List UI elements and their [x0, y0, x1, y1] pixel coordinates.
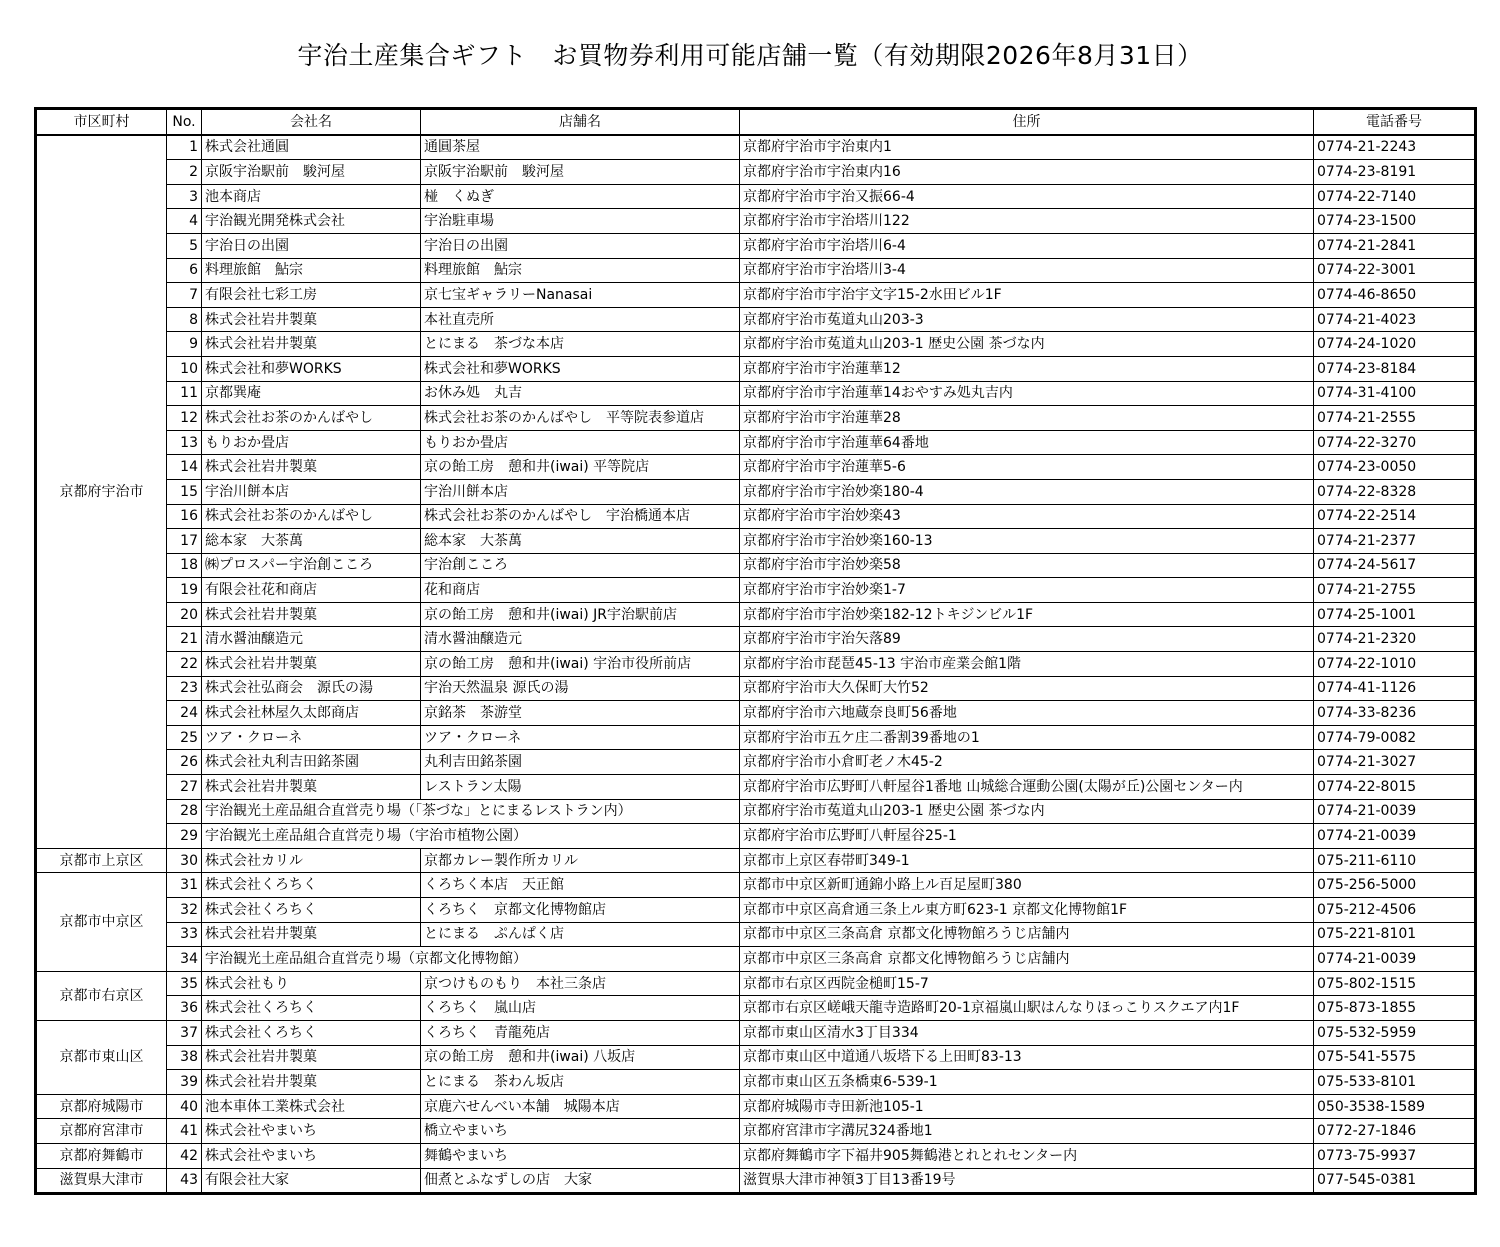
- table-row: [36, 725, 1476, 750]
- phone-cell: 0774-22-1010: [1314, 652, 1476, 677]
- phone-cell: 0774-21-3027: [1314, 750, 1476, 775]
- phone-cell: 075-541-5575: [1314, 1045, 1476, 1070]
- address-cell: 京都府宇治市宇治蓮華28: [740, 406, 1314, 431]
- table-row: [36, 455, 1476, 480]
- company-name-cell: 株式会社通圓: [202, 135, 421, 160]
- row-number: 29: [167, 824, 202, 849]
- store-name-cell: 宇治創こころ: [421, 553, 740, 578]
- table-row: [36, 430, 1476, 455]
- company-name-cell: 総本家 大茶萬: [202, 529, 421, 554]
- table-row: [36, 971, 1476, 996]
- row-number: 24: [167, 701, 202, 726]
- store-name-cell: くろちく 青龍苑店: [421, 1020, 740, 1045]
- address-cell: 京都府宇治市宇治宇文字15-2水田ビル1F: [740, 283, 1314, 308]
- store-name-cell: 宇治川餅本店: [421, 479, 740, 504]
- phone-cell: 0774-24-5617: [1314, 553, 1476, 578]
- store-name-cell: 京の飴工房 憩和井(iwai) JR宇治駅前店: [421, 602, 740, 627]
- row-number: 8: [167, 307, 202, 332]
- store-name-cell: お休み処 丸吉: [421, 381, 740, 406]
- table-row: [36, 676, 1476, 701]
- header-address: 住所: [740, 109, 1314, 135]
- row-number: 39: [167, 1070, 202, 1095]
- table-row: [36, 258, 1476, 283]
- store-name-cell: とにまる 茶づな本店: [421, 332, 740, 357]
- page-title: 宇治土産集合ギフト お買物券利用可能店舗一覧（有効期限2026年8月31日）: [297, 41, 1203, 70]
- municipality-cell: 滋賀県大津市: [36, 1168, 167, 1194]
- address-cell: 京都府宇治市広野町八軒屋谷25-1: [740, 824, 1314, 849]
- table-row: [36, 406, 1476, 431]
- address-cell: 京都市東山区清水3丁目334: [740, 1020, 1314, 1045]
- store-name-cell: 清水醤油醸造元: [421, 627, 740, 652]
- company-name-cell: もりおか畳店: [202, 430, 421, 455]
- municipality-cell: 京都府宮津市: [36, 1119, 167, 1144]
- phone-cell: 0774-41-1126: [1314, 676, 1476, 701]
- table-row: [36, 947, 1476, 972]
- table-row: [36, 602, 1476, 627]
- phone-cell: 075-221-8101: [1314, 922, 1476, 947]
- table-row: [36, 1045, 1476, 1070]
- store-name-cell: 京つけものもり 本社三条店: [421, 971, 740, 996]
- store-name-cell: 椪 くぬぎ: [421, 184, 740, 209]
- store-name-cell: ツア・クローネ: [421, 725, 740, 750]
- store-name-cell: 宇治駐車場: [421, 209, 740, 234]
- company-name-cell: 宇治日の出園: [202, 233, 421, 258]
- address-cell: 京都府宇治市宇治塔川6-4: [740, 233, 1314, 258]
- address-cell: 京都府宇治市琵琶45-13 宇治市産業会館1階: [740, 652, 1314, 677]
- store-name-cell: くろちく 京都文化博物館店: [421, 898, 740, 923]
- company-name-cell: 京都巽庵: [202, 381, 421, 406]
- store-name-cell: くろちく本店 天正館: [421, 873, 740, 898]
- address-cell: 京都府宇治市六地蔵奈良町56番地: [740, 701, 1314, 726]
- table-row: [36, 701, 1476, 726]
- phone-cell: 0773-75-9937: [1314, 1143, 1476, 1168]
- table-row: [36, 1020, 1476, 1045]
- phone-cell: 075-256-5000: [1314, 873, 1476, 898]
- municipality-cell: 京都市上京区: [36, 848, 167, 873]
- phone-cell: 075-532-5959: [1314, 1020, 1476, 1045]
- phone-cell: 075-873-1855: [1314, 996, 1476, 1021]
- phone-cell: 0774-21-2243: [1314, 135, 1476, 160]
- phone-cell: 0774-23-8184: [1314, 356, 1476, 381]
- table-row: [36, 750, 1476, 775]
- table-row: [36, 799, 1476, 824]
- phone-cell: 075-211-6110: [1314, 848, 1476, 873]
- row-number: 20: [167, 602, 202, 627]
- store-name-cell: 総本家 大茶萬: [421, 529, 740, 554]
- row-number: 7: [167, 283, 202, 308]
- store-name-cell: 舞鶴やまいち: [421, 1143, 740, 1168]
- phone-cell: 0774-21-4023: [1314, 307, 1476, 332]
- table-row: [36, 652, 1476, 677]
- address-cell: 京都市中京区新町通錦小路上ル百足屋町380: [740, 873, 1314, 898]
- address-cell: 京都府宇治市広野町八軒屋谷1番地 山城総合運動公園(太陽が丘)公園センター内: [740, 775, 1314, 800]
- address-cell: 京都府宇治市宇治塔川122: [740, 209, 1314, 234]
- store-name-cell: 京の飴工房 憩和井(iwai) 宇治市役所前店: [421, 652, 740, 677]
- address-cell: 京都府宇治市宇治東内1: [740, 135, 1314, 160]
- table-row: [36, 824, 1476, 849]
- address-cell: 京都府宇治市宇治妙楽182-12トキジンビル1F: [740, 602, 1314, 627]
- table-header: [36, 109, 1476, 135]
- phone-cell: 0774-23-8191: [1314, 160, 1476, 185]
- phone-cell: 0774-21-2755: [1314, 578, 1476, 603]
- store-name-cell: 京の飴工房 憩和井(iwai) 八坂店: [421, 1045, 740, 1070]
- row-number: 2: [167, 160, 202, 185]
- company-name-cell: 池本商店: [202, 184, 421, 209]
- row-number: 22: [167, 652, 202, 677]
- row-number: 15: [167, 479, 202, 504]
- company-name-cell: 株式会社岩井製菓: [202, 652, 421, 677]
- phone-cell: 0774-33-8236: [1314, 701, 1476, 726]
- header-phone: 電話番号: [1314, 109, 1476, 135]
- header-company: 会社名: [202, 109, 421, 135]
- row-number: 21: [167, 627, 202, 652]
- municipality-cell: 京都市中京区: [36, 873, 167, 971]
- table-row: [36, 529, 1476, 554]
- row-number: 32: [167, 898, 202, 923]
- store-name-cell: 宇治天然温泉 源氏の湯: [421, 676, 740, 701]
- store-name-cell: 佃煮とふなずしの店 大家: [421, 1168, 740, 1194]
- store-name-cell: 宇治日の出園: [421, 233, 740, 258]
- company-name-cell: ㈱プロスパー宇治創こころ: [202, 553, 421, 578]
- address-cell: 京都市東山区五条橋東6-539-1: [740, 1070, 1314, 1095]
- header-store: 店舗名: [421, 109, 740, 135]
- table-row: [36, 332, 1476, 357]
- table-row: [36, 283, 1476, 308]
- table-body: [36, 135, 1476, 1194]
- address-cell: 京都市中京区三条高倉 京都文化博物館ろうじ店舗内: [740, 922, 1314, 947]
- row-number: 31: [167, 873, 202, 898]
- company-name-cell: 株式会社岩井製菓: [202, 307, 421, 332]
- address-cell: 京都府城陽市寺田新池105-1: [740, 1094, 1314, 1119]
- phone-cell: 0774-21-0039: [1314, 799, 1476, 824]
- table-row: [36, 1168, 1476, 1194]
- table-row: [36, 627, 1476, 652]
- company-name-cell: 株式会社もり: [202, 971, 421, 996]
- address-cell: 京都市東山区中道通八坂塔下る上田町83-13: [740, 1045, 1314, 1070]
- company-name-cell: 有限会社七彩工房: [202, 283, 421, 308]
- row-number: 36: [167, 996, 202, 1021]
- address-cell: 京都市中京区高倉通三条上ル東方町623-1 京都文化博物館1F: [740, 898, 1314, 923]
- phone-cell: 0774-23-1500: [1314, 209, 1476, 234]
- row-number: 1: [167, 135, 202, 160]
- row-number: 23: [167, 676, 202, 701]
- address-cell: 京都府宇治市宇治妙楽180-4: [740, 479, 1314, 504]
- phone-cell: 0774-21-0039: [1314, 947, 1476, 972]
- phone-cell: 0774-21-0039: [1314, 824, 1476, 849]
- table-row: [36, 578, 1476, 603]
- table-row: [36, 209, 1476, 234]
- company-name-cell: 株式会社やまいち: [202, 1143, 421, 1168]
- store-name-cell: 本社直売所: [421, 307, 740, 332]
- company-name-cell: 株式会社岩井製菓: [202, 332, 421, 357]
- address-cell: 京都市右京区嵯峨天龍寺造路町20-1京福嵐山駅はんなりほっこりスクエア内1F: [740, 996, 1314, 1021]
- company-name-cell: 料理旅館 鮎宗: [202, 258, 421, 283]
- phone-cell: 0774-31-4100: [1314, 381, 1476, 406]
- address-cell: 京都府宇治市宇治又振66-4: [740, 184, 1314, 209]
- company-name-cell: 株式会社和夢WORKS: [202, 356, 421, 381]
- phone-cell: 0774-23-0050: [1314, 455, 1476, 480]
- table-row: [36, 160, 1476, 185]
- address-cell: 京都府宇治市宇治蓮華5-6: [740, 455, 1314, 480]
- company-name-cell: 株式会社くろちく: [202, 898, 421, 923]
- row-number: 35: [167, 971, 202, 996]
- company-name-cell: 株式会社岩井製菓: [202, 455, 421, 480]
- row-number: 40: [167, 1094, 202, 1119]
- row-number: 27: [167, 775, 202, 800]
- row-number: 17: [167, 529, 202, 554]
- store-name-cell: 株式会社和夢WORKS: [421, 356, 740, 381]
- company-name-cell: ツア・クローネ: [202, 725, 421, 750]
- store-name-cell: 料理旅館 鮎宗: [421, 258, 740, 283]
- row-number: 42: [167, 1143, 202, 1168]
- store-list-table: [34, 107, 1477, 1195]
- company-name-cell: 株式会社くろちく: [202, 873, 421, 898]
- store-name-cell: 京阪宇治駅前 駿河屋: [421, 160, 740, 185]
- table-row: [36, 553, 1476, 578]
- table-row: [36, 504, 1476, 529]
- phone-cell: 0774-24-1020: [1314, 332, 1476, 357]
- address-cell: 京都府宇治市菟道丸山203-1 歴史公園 茶づな内: [740, 332, 1314, 357]
- store-name-cell: とにまる ぷんぱく店: [421, 922, 740, 947]
- table-row: [36, 873, 1476, 898]
- address-cell: 京都府宇治市五ケ庄二番割39番地の1: [740, 725, 1314, 750]
- store-name-cell: 通圓茶屋: [421, 135, 740, 160]
- address-cell: 京都府宮津市字溝尻324番地1: [740, 1119, 1314, 1144]
- municipality-cell: 京都府舞鶴市: [36, 1143, 167, 1168]
- phone-cell: 075-212-4506: [1314, 898, 1476, 923]
- address-cell: 京都府宇治市宇治妙楽43: [740, 504, 1314, 529]
- address-cell: 京都府宇治市宇治蓮華64番地: [740, 430, 1314, 455]
- address-cell: 京都府宇治市宇治東内16: [740, 160, 1314, 185]
- row-number: 41: [167, 1119, 202, 1144]
- phone-cell: 050-3538-1589: [1314, 1094, 1476, 1119]
- store-name-cell: 京銘茶 茶游堂: [421, 701, 740, 726]
- header-number: No.: [167, 109, 202, 135]
- store-name-cell: とにまる 茶わん坂店: [421, 1070, 740, 1095]
- phone-cell: 075-533-8101: [1314, 1070, 1476, 1095]
- company-name-cell: 有限会社大家: [202, 1168, 421, 1194]
- store-name-cell: 丸利吉田銘茶園: [421, 750, 740, 775]
- row-number: 28: [167, 799, 202, 824]
- table-row: [36, 848, 1476, 873]
- header-municipality: 市区町村: [36, 109, 167, 135]
- phone-cell: 0774-46-8650: [1314, 283, 1476, 308]
- address-cell: 京都府宇治市大久保町大竹52: [740, 676, 1314, 701]
- company-name-cell: 池本車体工業株式会社: [202, 1094, 421, 1119]
- municipality-cell: 京都市東山区: [36, 1020, 167, 1094]
- store-name-cell: もりおか畳店: [421, 430, 740, 455]
- row-number: 6: [167, 258, 202, 283]
- company-name-cell: 株式会社お茶のかんばやし: [202, 504, 421, 529]
- phone-cell: 0774-22-2514: [1314, 504, 1476, 529]
- company-name-cell: 有限会社花和商店: [202, 578, 421, 603]
- row-number: 4: [167, 209, 202, 234]
- store-name-cell: 京鹿六せんべい本舗 城陽本店: [421, 1094, 740, 1119]
- phone-cell: 075-802-1515: [1314, 971, 1476, 996]
- company-name-cell: 株式会社くろちく: [202, 996, 421, 1021]
- address-cell: 京都府宇治市宇治塔川3-4: [740, 258, 1314, 283]
- row-number: 18: [167, 553, 202, 578]
- table-row: [36, 1119, 1476, 1144]
- store-name-cell: 花和商店: [421, 578, 740, 603]
- row-number: 16: [167, 504, 202, 529]
- phone-cell: 0774-79-0082: [1314, 725, 1476, 750]
- store-name-cell: レストラン太陽: [421, 775, 740, 800]
- phone-cell: 0774-22-8328: [1314, 479, 1476, 504]
- row-number: 34: [167, 947, 202, 972]
- company-name-cell: 宇治川餅本店: [202, 479, 421, 504]
- phone-cell: 0772-27-1846: [1314, 1119, 1476, 1144]
- company-name-cell: 株式会社岩井製菓: [202, 1070, 421, 1095]
- row-number: 19: [167, 578, 202, 603]
- address-cell: 京都府宇治市宇治蓮華14おやすみ処丸吉内: [740, 381, 1314, 406]
- company-name-cell: 株式会社丸利吉田銘茶園: [202, 750, 421, 775]
- row-number: 37: [167, 1020, 202, 1045]
- row-number: 43: [167, 1168, 202, 1194]
- table-row: [36, 922, 1476, 947]
- row-number: 5: [167, 233, 202, 258]
- company-name-cell: 株式会社弘商会 源氏の湯: [202, 676, 421, 701]
- phone-cell: 0774-25-1001: [1314, 602, 1476, 627]
- address-cell: 京都市上京区春帯町349-1: [740, 848, 1314, 873]
- company-name-cell: 株式会社くろちく: [202, 1020, 421, 1045]
- row-number: 14: [167, 455, 202, 480]
- company-name-cell: 株式会社岩井製菓: [202, 775, 421, 800]
- row-number: 3: [167, 184, 202, 209]
- phone-cell: 077-545-0381: [1314, 1168, 1476, 1194]
- company-name-cell: 宇治観光土産品組合直営売り場（「茶づな」とにまるレストラン内）: [202, 799, 740, 824]
- address-cell: 京都市右京区西院金槌町15-7: [740, 971, 1314, 996]
- store-name-cell: 株式会社お茶のかんばやし 平等院表参道店: [421, 406, 740, 431]
- company-name-cell: 株式会社林屋久太郎商店: [202, 701, 421, 726]
- table-row: [36, 1070, 1476, 1095]
- phone-cell: 0774-22-7140: [1314, 184, 1476, 209]
- company-name-cell: 京阪宇治駅前 駿河屋: [202, 160, 421, 185]
- company-name-cell: 宇治観光土産品組合直営売り場（宇治市植物公園）: [202, 824, 740, 849]
- phone-cell: 0774-21-2841: [1314, 233, 1476, 258]
- phone-cell: 0774-21-2320: [1314, 627, 1476, 652]
- table-row: [36, 898, 1476, 923]
- table-row: [36, 233, 1476, 258]
- phone-cell: 0774-21-2555: [1314, 406, 1476, 431]
- row-number: 38: [167, 1045, 202, 1070]
- table-row: [36, 381, 1476, 406]
- company-name-cell: 株式会社岩井製菓: [202, 1045, 421, 1070]
- table-row: [36, 184, 1476, 209]
- row-number: 13: [167, 430, 202, 455]
- address-cell: 京都府舞鶴市字下福井905舞鶴港とれとれセンター内: [740, 1143, 1314, 1168]
- table-row: [36, 996, 1476, 1021]
- company-name-cell: 株式会社岩井製菓: [202, 922, 421, 947]
- table-row: [36, 479, 1476, 504]
- store-name-cell: くろちく 嵐山店: [421, 996, 740, 1021]
- phone-cell: 0774-22-8015: [1314, 775, 1476, 800]
- company-name-cell: 株式会社岩井製菓: [202, 602, 421, 627]
- row-number: 12: [167, 406, 202, 431]
- address-cell: 京都府宇治市宇治妙楽58: [740, 553, 1314, 578]
- phone-cell: 0774-22-3270: [1314, 430, 1476, 455]
- table-row: [36, 135, 1476, 160]
- address-cell: 京都府宇治市小倉町老ノ木45-2: [740, 750, 1314, 775]
- municipality-cell: 京都府宇治市: [36, 135, 167, 849]
- table-row: [36, 775, 1476, 800]
- address-cell: 京都府宇治市宇治妙楽1-7: [740, 578, 1314, 603]
- municipality-cell: 京都市右京区: [36, 971, 167, 1020]
- row-number: 9: [167, 332, 202, 357]
- table-row: [36, 1143, 1476, 1168]
- address-cell: 京都府宇治市菟道丸山203-3: [740, 307, 1314, 332]
- municipality-cell: 京都府城陽市: [36, 1094, 167, 1119]
- company-name-cell: 宇治観光土産品組合直営売り場（京都文化博物館）: [202, 947, 740, 972]
- phone-cell: 0774-22-3001: [1314, 258, 1476, 283]
- company-name-cell: 株式会社やまいち: [202, 1119, 421, 1144]
- address-cell: 京都市中京区三条高倉 京都文化博物館ろうじ店舗内: [740, 947, 1314, 972]
- phone-cell: 0774-21-2377: [1314, 529, 1476, 554]
- address-cell: 滋賀県大津市神領3丁目13番19号: [740, 1168, 1314, 1194]
- store-name-cell: 株式会社お茶のかんばやし 宇治橋通本店: [421, 504, 740, 529]
- row-number: 33: [167, 922, 202, 947]
- store-name-cell: 橋立やまいち: [421, 1119, 740, 1144]
- store-name-cell: 京七宝ギャラリーNanasai: [421, 283, 740, 308]
- company-name-cell: 株式会社お茶のかんばやし: [202, 406, 421, 431]
- table-row: [36, 1094, 1476, 1119]
- table-row: [36, 356, 1476, 381]
- company-name-cell: 清水醤油醸造元: [202, 627, 421, 652]
- table-row: [36, 307, 1476, 332]
- address-cell: 京都府宇治市宇治妙楽160-13: [740, 529, 1314, 554]
- header-row: [36, 109, 1476, 135]
- address-cell: 京都府宇治市菟道丸山203-1 歴史公園 茶づな内: [740, 799, 1314, 824]
- company-name-cell: 株式会社カリル: [202, 848, 421, 873]
- row-number: 26: [167, 750, 202, 775]
- company-name-cell: 宇治観光開発株式会社: [202, 209, 421, 234]
- store-name-cell: 京都カレー製作所カリル: [421, 848, 740, 873]
- row-number: 25: [167, 725, 202, 750]
- store-name-cell: 京の飴工房 憩和井(iwai) 平等院店: [421, 455, 740, 480]
- row-number: 11: [167, 381, 202, 406]
- address-cell: 京都府宇治市宇治矢落89: [740, 627, 1314, 652]
- address-cell: 京都府宇治市宇治蓮華12: [740, 356, 1314, 381]
- row-number: 10: [167, 356, 202, 381]
- row-number: 30: [167, 848, 202, 873]
